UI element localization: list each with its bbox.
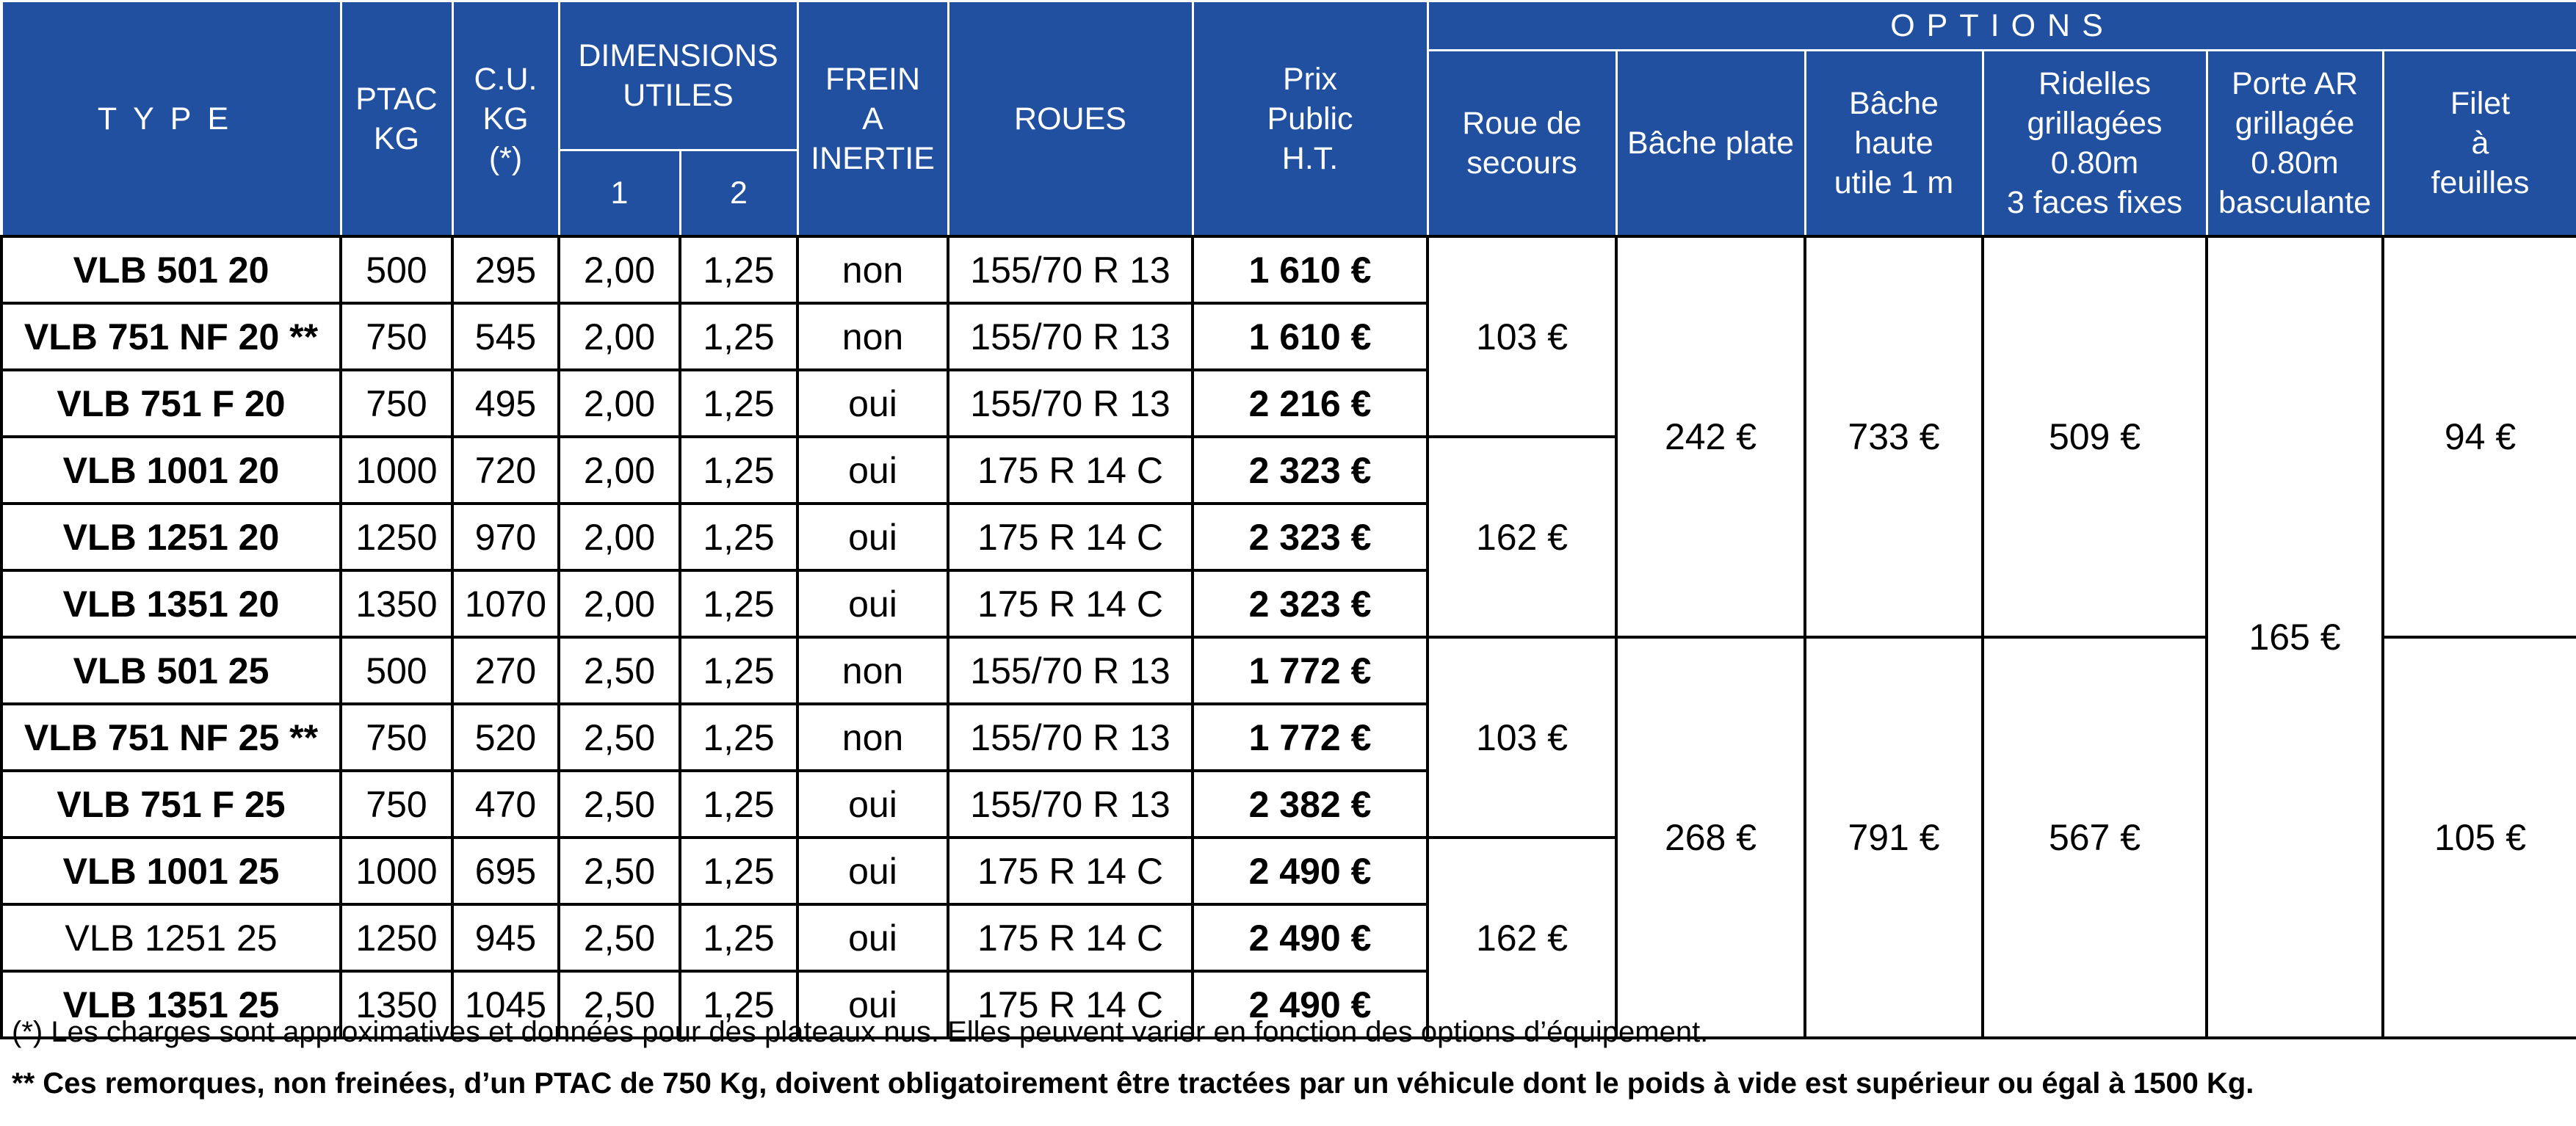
cell-dim1: 2,50 [559, 838, 680, 904]
header-type: TYPE [1, 1, 341, 237]
cell-dim2: 1,25 [680, 570, 797, 637]
cell-dim2: 1,25 [680, 838, 797, 904]
cell-type: VLB 751 F 25 [1, 771, 341, 838]
header-frein: FREIN A INERTIE [797, 1, 948, 237]
cell-dim1: 2,00 [559, 303, 680, 370]
cell-roues: 155/70 R 13 [948, 236, 1193, 303]
cell-frein: oui [797, 437, 948, 504]
cell-cu: 1045 [452, 971, 559, 1038]
cell-bache-plate: 268 € [1616, 637, 1805, 1038]
cell-dim2: 1,25 [680, 303, 797, 370]
cell-frein: oui [797, 370, 948, 437]
cell-prix: 2 323 € [1193, 504, 1428, 570]
cell-prix: 1 772 € [1193, 637, 1428, 704]
cell-porte-ar: 165 € [2207, 236, 2383, 1038]
cell-prix: 1 610 € [1193, 303, 1428, 370]
cell-dim1: 2,50 [559, 704, 680, 771]
cell-roue-secours: 162 € [1428, 838, 1616, 1038]
footnotes [12, 1015, 2254, 1100]
cell-dim1: 2,00 [559, 370, 680, 437]
cell-prix: 2 490 € [1193, 971, 1428, 1038]
cell-bache-haute: 791 € [1805, 637, 1983, 1038]
cell-frein: oui [797, 971, 948, 1038]
cell-prix: 2 323 € [1193, 570, 1428, 637]
cell-dim1: 2,00 [559, 570, 680, 637]
cell-roues: 175 R 14 C [948, 838, 1193, 904]
cell-frein: oui [797, 771, 948, 838]
cell-dim2: 1,25 [680, 504, 797, 570]
header-prix: Prix Public H.T. [1193, 1, 1428, 237]
table-row [1, 637, 2576, 704]
cell-type: VLB 1351 25 [1, 971, 341, 1038]
cell-cu: 945 [452, 904, 559, 971]
cell-prix: 2 490 € [1193, 904, 1428, 971]
cell-roues: 155/70 R 13 [948, 771, 1193, 838]
cell-type: VLB 1001 20 [1, 437, 341, 504]
cell-bache-haute: 733 € [1805, 236, 1983, 637]
cell-dim1: 2,50 [559, 971, 680, 1038]
cell-dim2: 1,25 [680, 704, 797, 771]
cell-ptac: 1350 [341, 570, 452, 637]
cell-cu: 270 [452, 637, 559, 704]
cell-dim1: 2,00 [559, 504, 680, 570]
header-roue-secours: Roue de secours [1428, 51, 1616, 237]
cell-ptac: 1000 [341, 838, 452, 904]
header-porte-ar: Porte AR grillagée 0.80m basculante [2207, 51, 2383, 237]
header-dimensions: DIMENSIONS UTILES [559, 1, 797, 150]
header-roues: ROUES [948, 1, 1193, 237]
cell-frein: oui [797, 570, 948, 637]
header-filet: Filet à feuilles [2383, 51, 2576, 237]
cell-ptac: 750 [341, 704, 452, 771]
cell-dim2: 1,25 [680, 971, 797, 1038]
cell-cu: 695 [452, 838, 559, 904]
cell-roues: 175 R 14 C [948, 570, 1193, 637]
header-options: OPTIONS [1428, 1, 2576, 51]
cell-frein: non [797, 303, 948, 370]
cell-bache-plate: 242 € [1616, 236, 1805, 637]
cell-cu: 295 [452, 236, 559, 303]
cell-dim2: 1,25 [680, 236, 797, 303]
cell-type: VLB 751 NF 20 ** [1, 303, 341, 370]
cell-frein: non [797, 236, 948, 303]
cell-cu: 970 [452, 504, 559, 570]
cell-prix: 2 382 € [1193, 771, 1428, 838]
cell-roues: 175 R 14 C [948, 437, 1193, 504]
cell-frein: oui [797, 504, 948, 570]
cell-dim1: 2,00 [559, 437, 680, 504]
cell-type: VLB 1251 20 [1, 504, 341, 570]
cell-roues: 175 R 14 C [948, 904, 1193, 971]
cell-frein: non [797, 704, 948, 771]
header-cu: C.U. KG (*) [452, 1, 559, 237]
cell-dim2: 1,25 [680, 904, 797, 971]
cell-ridelles: 567 € [1983, 637, 2207, 1038]
cell-dim1: 2,50 [559, 771, 680, 838]
cell-roues: 155/70 R 13 [948, 637, 1193, 704]
table-row [1, 236, 2576, 303]
cell-roues: 175 R 14 C [948, 504, 1193, 570]
cell-dim1: 2,50 [559, 637, 680, 704]
cell-type: VLB 501 20 [1, 236, 341, 303]
cell-roues: 155/70 R 13 [948, 370, 1193, 437]
header-ptac: PTAC KG [341, 1, 452, 237]
cell-cu: 495 [452, 370, 559, 437]
cell-type: VLB 1001 25 [1, 838, 341, 904]
cell-roue-secours: 162 € [1428, 437, 1616, 637]
header-bache-haute: Bâche haute utile 1 m [1805, 51, 1983, 237]
cell-prix: 1 610 € [1193, 236, 1428, 303]
cell-ptac: 1250 [341, 904, 452, 971]
cell-dim2: 1,25 [680, 637, 797, 704]
cell-ptac: 500 [341, 637, 452, 704]
cell-type: VLB 1351 20 [1, 570, 341, 637]
cell-prix: 2 490 € [1193, 838, 1428, 904]
cell-dim2: 1,25 [680, 437, 797, 504]
cell-filet: 94 € [2383, 236, 2576, 637]
footnote-charges: (*) Les charges sont approximatives et données pour des plateaux nus. Elles peuvent varier en fonction des options d’équipement. [12, 1016, 1709, 1048]
cell-roue-secours: 103 € [1428, 236, 1616, 437]
cell-ptac: 1000 [341, 437, 452, 504]
cell-filet: 105 € [2383, 637, 2576, 1038]
cell-type: VLB 501 25 [1, 637, 341, 704]
cell-ptac: 1350 [341, 971, 452, 1038]
cell-type: VLB 751 F 20 [1, 370, 341, 437]
cell-ptac: 1250 [341, 504, 452, 570]
cell-ptac: 750 [341, 771, 452, 838]
header-ridelles: Ridelles grillagées 0.80m 3 faces fixes [1983, 51, 2207, 237]
header-dim-1: 1 [559, 150, 680, 237]
cell-dim1: 2,00 [559, 236, 680, 303]
cell-cu: 1070 [452, 570, 559, 637]
header-dim-2: 2 [680, 150, 797, 237]
cell-dim2: 1,25 [680, 370, 797, 437]
cell-roues: 155/70 R 13 [948, 704, 1193, 771]
cell-dim2: 1,25 [680, 771, 797, 838]
cell-frein: non [797, 637, 948, 704]
cell-roues: 155/70 R 13 [948, 303, 1193, 370]
cell-frein: oui [797, 838, 948, 904]
cell-roue-secours: 103 € [1428, 637, 1616, 838]
cell-roues: 175 R 14 C [948, 971, 1193, 1038]
footnote-ptac-750: ** Ces remorques, non freinées, d’un PTAC de 750 Kg, doivent obligatoirement être tractées par un véhicule dont le poids à vide est supérieur ou égal à 1500 Kg. [12, 1067, 2254, 1100]
cell-prix: 2 323 € [1193, 437, 1428, 504]
header-bache-plate: Bâche plate [1616, 51, 1805, 237]
cell-ptac: 750 [341, 303, 452, 370]
cell-type: VLB 1251 25 [1, 904, 341, 971]
cell-ptac: 750 [341, 370, 452, 437]
cell-prix: 1 772 € [1193, 704, 1428, 771]
cell-cu: 470 [452, 771, 559, 838]
cell-ridelles: 509 € [1983, 236, 2207, 637]
cell-cu: 545 [452, 303, 559, 370]
cell-dim1: 2,50 [559, 904, 680, 971]
cell-cu: 720 [452, 437, 559, 504]
cell-prix: 2 216 € [1193, 370, 1428, 437]
cell-frein: oui [797, 904, 948, 971]
cell-ptac: 500 [341, 236, 452, 303]
cell-cu: 520 [452, 704, 559, 771]
cell-type: VLB 751 NF 25 ** [1, 704, 341, 771]
